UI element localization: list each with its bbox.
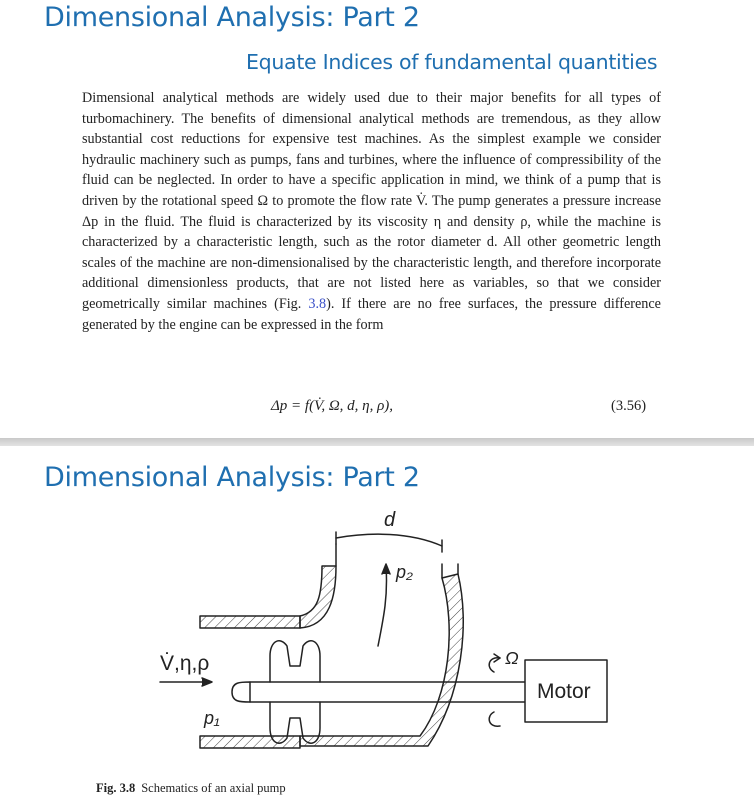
diameter-dimension-line	[336, 534, 442, 546]
inlet-pressure-label: p₁	[204, 708, 220, 728]
body-text-part-2: ). If there are no free surfaces, the pressure difference generated by the engine can be expressed in the form	[82, 295, 661, 333]
upper-inlet-wall	[200, 616, 300, 628]
equation-3-56: Δp = f(V̇, Ω, d, η, ρ),	[271, 398, 394, 414]
slide-2	[0, 446, 754, 812]
figure-caption-label: Fig. 3.8	[96, 781, 136, 795]
rotational-speed-label: Ω	[505, 648, 519, 668]
rotor-blade-upper	[270, 641, 320, 682]
inlet-variables-label: V̇,η,ρ	[160, 652, 210, 675]
figure-reference-link[interactable]: 3.8	[308, 295, 327, 312]
slide-separator	[0, 438, 754, 446]
equation-number: (3.56)	[611, 398, 647, 414]
inlet-arrowhead	[202, 678, 212, 686]
figure-caption	[96, 781, 286, 796]
shaft	[250, 682, 525, 702]
motor-label: Motor	[537, 680, 591, 703]
body-paragraph	[82, 88, 661, 335]
outlet-arrowhead	[382, 564, 390, 574]
outlet-pressure-label: p₂	[396, 562, 413, 582]
figure-caption-text: Schematics of an axial pump	[141, 781, 286, 795]
axial-pump-diagram	[0, 446, 754, 812]
upper-casing-left	[300, 566, 336, 628]
slide-2-title: Dimensional Analysis: Part 2	[44, 462, 420, 493]
lower-inlet-wall	[200, 736, 300, 748]
slide-1-title: Dimensional Analysis: Part 2	[44, 2, 420, 33]
rotation-arrow	[489, 658, 500, 726]
body-text-part-1: Dimensional analytical methods are widely used due to their major benefits for all types of turbomachinery. The benefits of dimensional analytical methods are tremendous, as they allow substantial cost reductions for expensive test machines. As the simplest example we consider hydraulic machinery such as pumps, fans and turbines, where the influence of compressibility of the fluid can be neglected. In order to have a specific application in mind, we think of a pump that is driven by the rotational speed Ω to promote the flow rate V̇. The pump generates a pressure increase Δp in the fluid. The fluid is characterized by its viscosity η and density ρ, while the machine is characterized by a characteristic length, such as the rotor diameter d. All other geometric length scales of the machine are non-dimensionalised by the characteristic length, and therefore incorporate additional dimensionless products, that are not listed here as variables, so that we consider geometrically similar machines (Fig.	[82, 90, 661, 312]
hub-nose	[232, 682, 250, 702]
outlet-flow-arrow	[378, 566, 387, 646]
diameter-label: d	[384, 509, 396, 531]
slide-1-subtitle: Equate Indices of fundamental quantities	[246, 50, 658, 74]
